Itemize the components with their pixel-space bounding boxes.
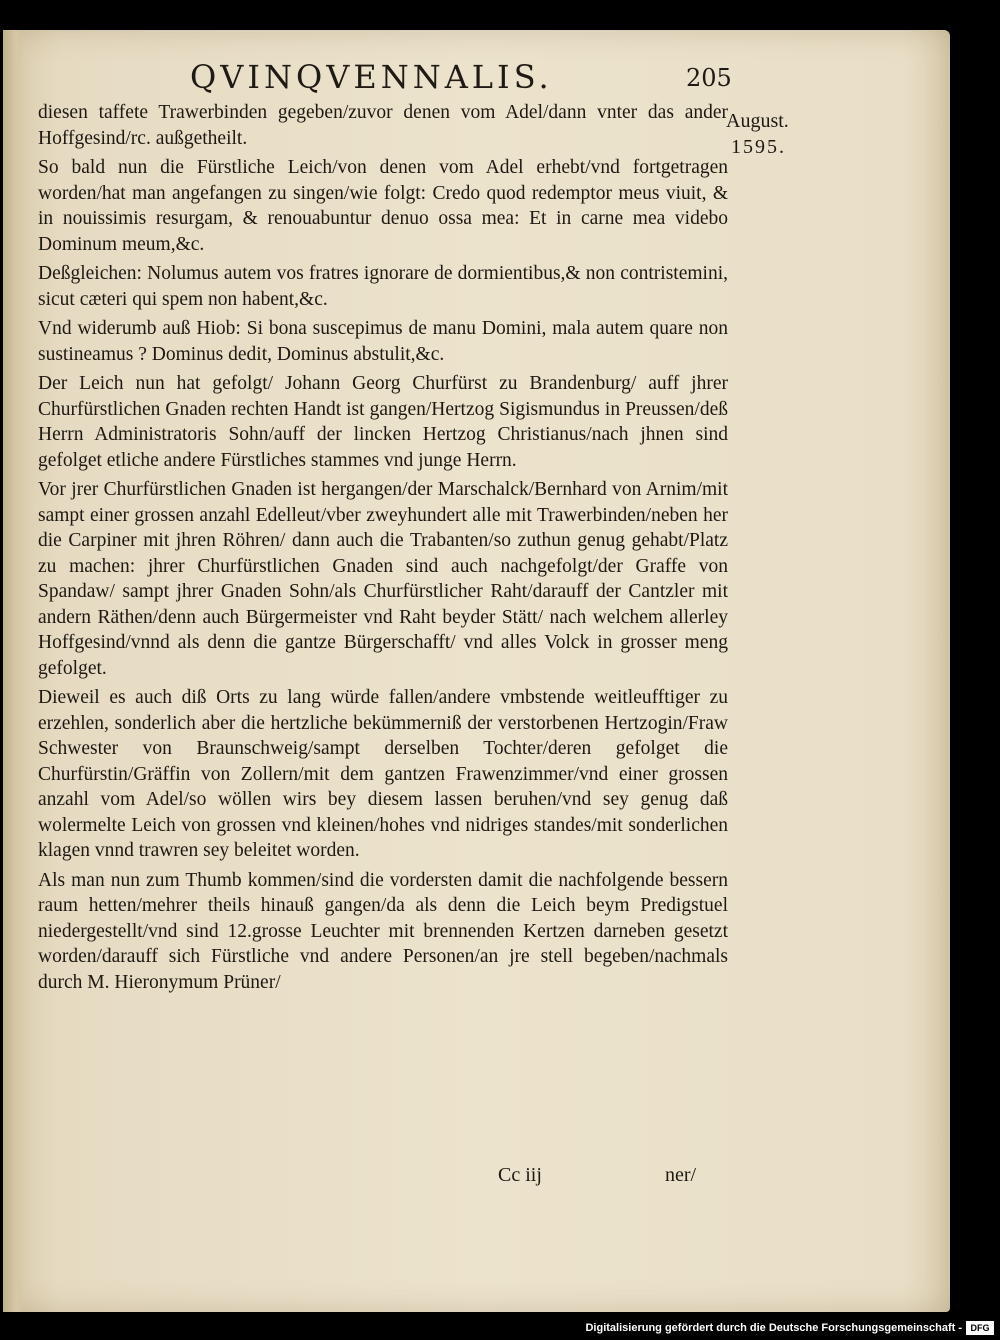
paragraph: Als man nun zum Thumb kommen/sind die vordersten damit die nachfolgende bessern raum hetten/mehrer theils hinauß gangen/da als denn die Leich beym Predigstuel niedergestellt/vnd sind 12.grosse Leuchter mit brennenden Kertzen darneben gesetzt worden/darauff sich Fürstliche vnd andere Personen/an jre stell begeben/nachmals durch M. Hieronymum Prüner/ (38, 869, 728, 993)
paragraph: So bald nun die Fürstliche Leich/von denen vom Adel erhebt/vnd fortgetragen worden/hat man angefangen zu singen/wie folgt: Credo quod redemptor meus viuit, & in nouissimis resurgam, & renouabuntur denuo ossa mea: Et in carne mea videbo Dominum meum,&c. (38, 157, 728, 255)
paragraph: Deßgleichen: Nolumus autem vos fratres ignorare de dormientibus,& non contristemini, sicut cæteri qui spem non habent,&c. (38, 263, 728, 310)
paragraph: Dieweil es auch diß Orts zu lang würde fallen/andere vmbstende weitleufftiger zu erzehlen, sonderlich aber die hertzliche bekümmerniß der verstorbenen Hertzogin/Fraw Schwester von Braunschweig/sampt derselben Tochter/deren gefolget die Churfürstin/Gräffin von Zollern/mit dem gantzen Frawenzimmer/vnd einer grossen anzahl vom Adel/so wöllen wirs bey diesem lassen beruhen/vnd sey genug daß wolermelte Leich von grossen vnd kleinen/hohes vnd nidriges standes/mit sonderlichen klagen vnnd trawren sey beleitet worden. (38, 687, 728, 861)
body-text (38, 100, 728, 997)
paragraph: Vnd widerumb auß Hiob: Si bona suscepimus de manu Domini, mala autem quare non sustineamus ? Dominus dedit, Dominus abstulit,&c. (38, 318, 728, 365)
running-title: QVINQVENNALIS. (190, 58, 553, 96)
page-gutter (3, 30, 25, 1312)
paragraph: diesen taffete Trawerbinden gegeben/zuvor denen vom Adel/dann vnter das ander Hoffgesind/rc. außgetheilt. (38, 102, 728, 149)
margin-note (726, 108, 826, 160)
paragraph: Vor jrer Churfürstlichen Gnaden ist hergangen/der Marschalck/Bernhard von Arnim/mit sampt einer grossen anzahl Edelleut/vber zweyhundert alle mit Trawerbinden/neben her die Carpiner mit jhren Röhren/ dann auch die Trabanten/so zuthun genug gehabt/Platz zu machen: jhrer Churfürstlichen Gnaden sind auch nachgefolgt/der Graffe von Spandaw/ sampt jhrer Gnaden Sohn/als Churfürstlicher Raht/darauff der Cantzler mit andern Räthen/denn auch Bürgermeister vnd Raht beyder Stätt/ nach welchem allerley Hoffgesind/vnnd als denn die gantze Bürgerschafft/ vnd alles Volck in grosser meng gefolget. (38, 479, 728, 679)
digitization-credit: Digitalisierung gefördert durch die Deutsche Forschungsgemeinschaft - (585, 1322, 962, 1334)
margin-year: 1595. (731, 136, 786, 158)
catchword: ner/ (665, 1164, 697, 1186)
dfg-logo: DFG (966, 1321, 994, 1335)
page-number: 205 (686, 64, 732, 92)
signature-mark: Cc iij (498, 1164, 542, 1186)
margin-month: August. (726, 110, 789, 132)
paragraph: Der Leich nun hat gefolgt/ Johann Georg Churfürst zu Brandenburg/ auff jhrer Churfürstlichen Gnaden rechten Handt ist gangen/Hertzog Sigismundus in Preussen/deß Herrn Administratoris Sohn/auff der lincken Hertzog Christianus/nach jhnen sind gefolget etliche andere Fürstliches stammes vnd junge Herrn. (38, 373, 728, 471)
